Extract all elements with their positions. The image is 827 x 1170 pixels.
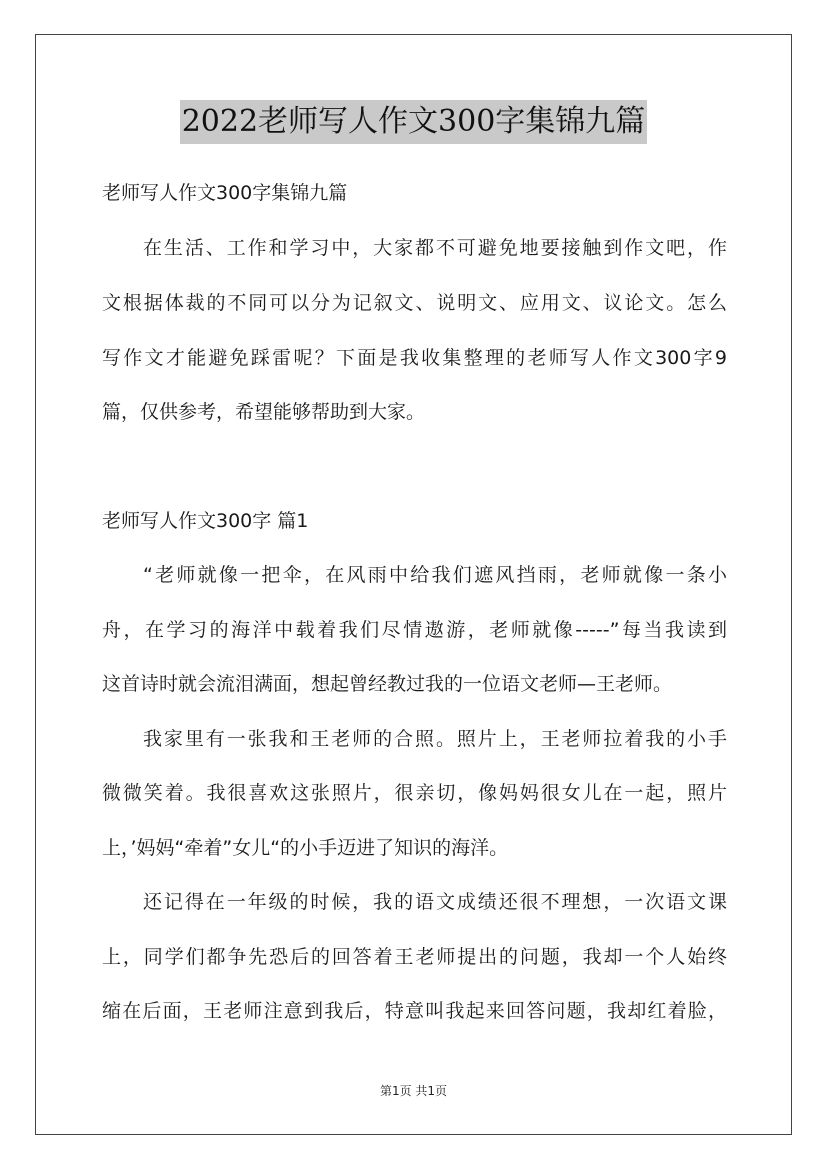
- paragraph-line: 篇，仅供参考，希望能够帮助到大家。: [102, 401, 426, 423]
- paragraph-line: 在生活、工作和学习中，大家都不可避免地要接触到作文吧，作: [143, 237, 727, 259]
- document-title: 2022老师写人作文300字集锦九篇: [180, 100, 648, 144]
- paragraph-line: 缩在后面，王老师注意到我后，特意叫我起来回答问题，我却红着脸，: [102, 1000, 727, 1022]
- paragraph-line: 微微笑着。我很喜欢这张照片，很亲切，像妈妈很女儿在一起，照片: [102, 782, 727, 804]
- paragraph-line: 我家里有一张我和王老师的合照。照片上，王老师拉着我的小手: [143, 728, 727, 750]
- title-container: [0, 100, 827, 144]
- paragraph-line: 写作文才能避免踩雷呢？下面是我收集整理的老师写人作文300字9: [102, 347, 727, 369]
- paragraph-line: “老师就像一把伞，在风雨中给我们遮风挡雨，老师就像一条小: [143, 564, 727, 586]
- subtitle-line: 老师写人作文300字集锦九篇: [102, 182, 348, 204]
- paragraph-line: 上，同学们都争先恐后的回答着王老师提出的问题，我却一个人始终: [102, 946, 727, 968]
- paragraph-line: 上，’妈妈“牵着”女儿“的小手迈进了知识的海洋。: [102, 837, 509, 859]
- section-heading: 老师写人作文300字 篇1: [102, 510, 309, 532]
- paragraph-line: 还记得在一年级的时候，我的语文成绩还很不理想，一次语文课: [143, 891, 727, 913]
- paragraph-line: 文根据体裁的不同可以分为记叙文、说明文、应用文、议论文。怎么: [102, 292, 727, 314]
- page-footer: 第1页 共1页: [379, 1084, 448, 1098]
- paragraph-line: 这首诗时就会流泪满面，想起曾经教过我的一位语文老师—王老师。: [102, 673, 673, 695]
- paragraph-line: 舟，在学习的海洋中载着我们尽情遨游，老师就像-----”每当我读到: [102, 619, 727, 641]
